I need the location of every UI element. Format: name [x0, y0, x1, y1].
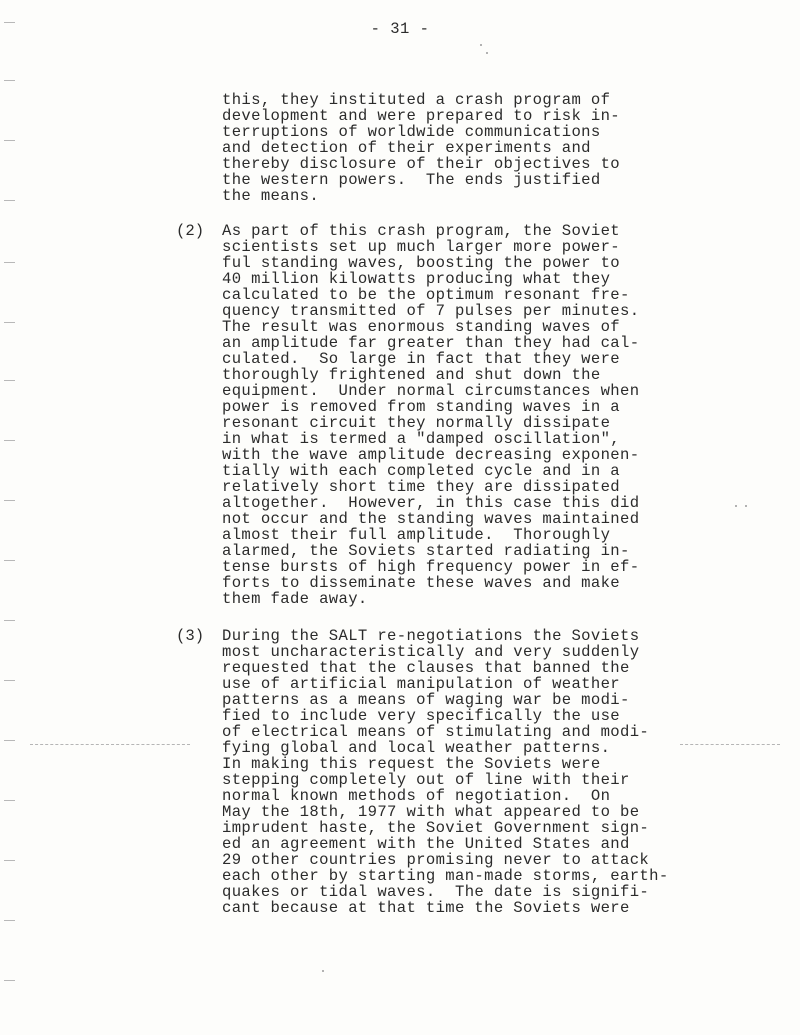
scan-speck	[480, 44, 482, 46]
text-line: imprudent haste, the Soviet Government sign-	[222, 819, 650, 837]
text-line: tense bursts of high frequency power in ef-	[222, 558, 640, 576]
binder-mark	[4, 620, 15, 621]
binder-mark	[4, 860, 15, 861]
text-line: ful standing waves, boosting the power to	[222, 254, 621, 272]
text-line: fying global and local weather patterns.	[222, 739, 611, 757]
binder-mark	[4, 140, 15, 141]
scan-speck	[735, 505, 737, 507]
text-line: In making this request the Soviets were	[222, 755, 601, 773]
text-line: May the 18th, 1977 with what appeared to be	[222, 803, 640, 821]
text-line: most uncharacteristically and very suddenly	[222, 643, 640, 661]
text-line: thoroughly frightened and shut down the	[222, 366, 601, 384]
text-line: use of artificial manipulation of weather	[222, 675, 621, 693]
text-line: 40 million kilowatts producing what they	[222, 270, 611, 288]
binder-mark	[4, 800, 15, 801]
text-line: forts to disseminate these waves and make	[222, 574, 621, 592]
text-line: requested that the clauses that banned the	[222, 659, 630, 677]
text-line: relatively short time they are dissipated	[222, 478, 621, 496]
text-line: cant because at that time the Soviets were	[222, 899, 630, 917]
scan-speck	[745, 505, 747, 507]
paragraph-number: (2)	[176, 222, 205, 240]
text-line: in what is termed a "damped oscillation",	[222, 430, 621, 448]
text-line: development and were prepared to risk in-	[222, 107, 621, 125]
text-line: alarmed, the Soviets started radiating in-	[222, 542, 630, 560]
binder-mark	[4, 500, 15, 501]
binder-mark	[4, 262, 15, 263]
binder-mark	[4, 440, 15, 441]
scan-artifact-rule	[30, 744, 190, 745]
text-line: equipment. Under normal circumstances when	[222, 382, 640, 400]
binder-mark	[4, 22, 15, 23]
text-line: power is removed from standing waves in a	[222, 398, 621, 416]
binder-mark	[4, 380, 15, 381]
binder-mark	[4, 920, 15, 921]
text-line: calculated to be the optimum resonant fre-	[222, 286, 630, 304]
text-line: almost their full amplitude. Thoroughly	[222, 526, 611, 544]
text-line: ed an agreement with the United States and	[222, 835, 630, 853]
text-line: patterns as a means of waging war be modi-	[222, 691, 630, 709]
scan-artifact-rule	[680, 744, 780, 745]
paragraph-3	[222, 627, 669, 917]
text-line: each other by starting man-made storms, earth-	[222, 867, 669, 885]
scan-speck	[322, 970, 324, 972]
text-line: stepping completely out of line with their	[222, 771, 630, 789]
text-line: normal known methods of negotiation. On	[222, 787, 611, 805]
binder-mark	[4, 560, 15, 561]
binder-mark	[4, 80, 15, 81]
text-line: scientists set up much larger more power-	[222, 238, 621, 256]
text-line: an amplitude far greater than they had cal-	[222, 334, 640, 352]
text-line: altogether. However, in this case this did	[222, 494, 640, 512]
binder-mark	[4, 322, 15, 323]
text-line: this, they instituted a crash program of	[222, 91, 611, 109]
binder-mark	[4, 200, 15, 201]
text-line: the western powers. The ends justified	[222, 171, 601, 189]
text-line: culated. So large in fact that they were	[222, 350, 621, 368]
text-line: them fade away.	[222, 590, 368, 608]
text-line: fied to include very specifically the use	[222, 707, 621, 725]
binder-mark	[4, 740, 15, 741]
binder-mark	[4, 980, 15, 981]
text-line: thereby disclosure of their objectives to	[222, 155, 621, 173]
text-line: of electrical means of stimulating and modi-	[222, 723, 650, 741]
text-line: 29 other countries promising never to attack	[222, 851, 650, 869]
text-line: not occur and the standing waves maintained	[222, 510, 640, 528]
text-line: terruptions of worldwide communications	[222, 123, 601, 141]
text-line: As part of this crash program, the Soviet	[222, 222, 621, 240]
paragraph-2	[222, 223, 662, 607]
text-line: The result was enormous standing waves of	[222, 318, 621, 336]
text-line: During the SALT re-negotiations the Soviets	[222, 627, 640, 645]
text-line: and detection of their experiments and	[222, 139, 591, 157]
text-line: resonant circuit they normally dissipate	[222, 414, 611, 432]
text-line: quency transmitted of 7 pulses per minutes.	[222, 302, 640, 320]
page-number: - 31 -	[370, 20, 430, 38]
text-line: with the wave amplitude decreasing exponen-	[222, 446, 640, 464]
paragraph-intro	[222, 92, 662, 204]
scan-speck	[486, 52, 488, 54]
paragraph-number: (3)	[176, 627, 205, 645]
text-line: tially with each completed cycle and in a	[222, 462, 621, 480]
binder-mark	[4, 680, 15, 681]
text-line: quakes or tidal waves. The date is signifi-	[222, 883, 650, 901]
text-line: the means.	[222, 187, 320, 205]
